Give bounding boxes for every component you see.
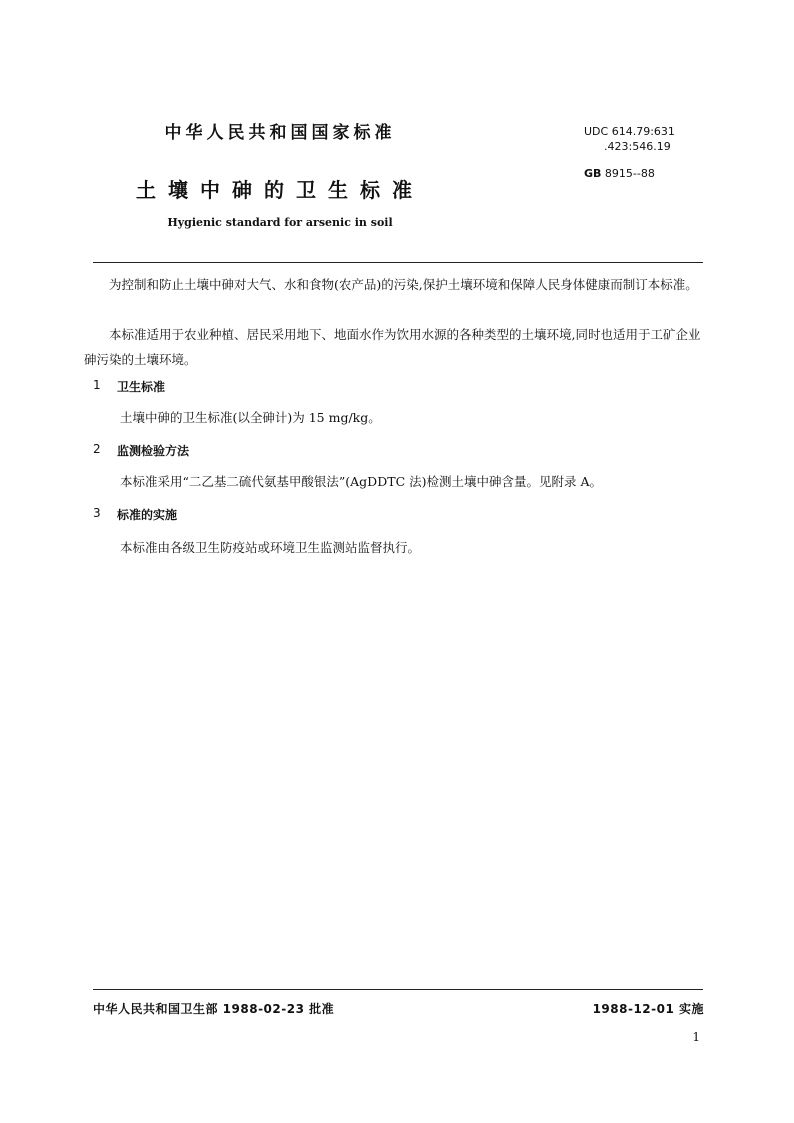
page-number: 1 (692, 1030, 700, 1044)
section-2-number: 2 (93, 442, 101, 456)
section-2-title: 监测检验方法 (117, 444, 190, 458)
intro-paragraph-2: 本标准适用于农业种植、居民采用地下、地面水作为饮用水源的各种类型的土壤环境,同时也适用于工矿企业砷污染的土壤环境。 (84, 327, 701, 367)
standard-number (584, 167, 655, 180)
document-title-english: Hygienic standard for arsenic in soil (167, 216, 393, 229)
implementation-date: 1988-12-01 实施 (592, 1002, 704, 1016)
gb-number: 8915--88 (604, 167, 655, 180)
section-3-body: 本标准由各级卫生防疫站或环境卫生监测站监督执行。 (120, 540, 421, 555)
udc-line-2: .423:546.19 (604, 140, 671, 153)
document-title: 土壤中砷的卫生标准 (136, 178, 424, 202)
section-1-title: 卫生标准 (117, 380, 166, 394)
issuing-authority: 中华人民共和国国家标准 (164, 123, 396, 143)
footer-divider (93, 989, 703, 990)
section-1-body: 土壤中砷的卫生标准(以全砷计)为 15 mg/kg。 (120, 410, 381, 425)
section-3-number: 3 (93, 506, 101, 520)
intro-paragraph-1: 为控制和防止土壤中砷对大气、水和食物(农产品)的污染,保护土壤环境和保障人民身体健康而制订本标准。 (109, 277, 698, 292)
header-divider (93, 262, 703, 263)
section-3-title: 标准的实施 (117, 508, 178, 522)
section-2-body: 本标准采用“二乙基二硫代氨基甲酸银法”(AgDDTC 法)检测土壤中砷含量。见附录 A。 (120, 474, 602, 489)
gb-prefix: GB (584, 167, 602, 180)
approval-line: 中华人民共和国卫生部 1988-02-23 批准 (93, 1002, 335, 1016)
section-1-number: 1 (93, 378, 101, 392)
udc-line-1: UDC 614.79:631 (584, 125, 675, 138)
udc-code (584, 124, 675, 154)
